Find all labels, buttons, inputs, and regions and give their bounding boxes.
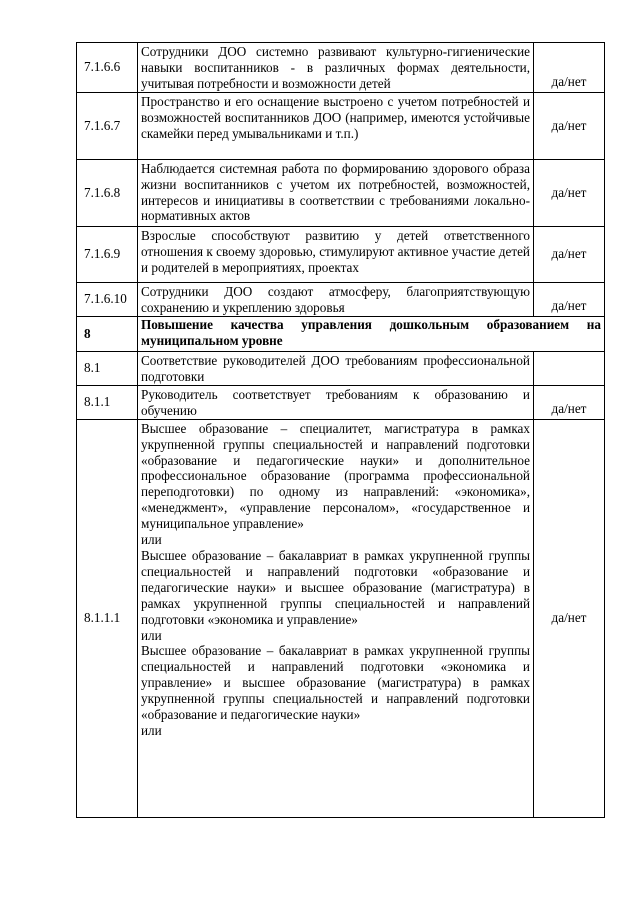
row-answer: да/нет	[534, 159, 605, 226]
row-number: 7.1.6.6	[77, 43, 138, 93]
row-number: 8.1.1.1	[77, 419, 138, 817]
row-answer: да/нет	[534, 43, 605, 93]
section-title: Повышение качества управления дошкольным образованием на муниципальном уровне	[138, 316, 605, 351]
requirement-option-3: Высшее образование – бакалавриат в рамках укрупненной группы специальностей и направлений подготовки «экономика и управление» и высшее образование (магистратура) в рамках укрупненной группы специальностей и направлений подготовки «образование и педагогические науки»	[141, 643, 530, 723]
table-row	[77, 385, 605, 419]
row-number: 7.1.6.9	[77, 226, 138, 282]
row-answer: да/нет	[534, 419, 605, 817]
row-answer: да/нет	[534, 226, 605, 282]
row-description	[138, 419, 534, 817]
table-row	[77, 92, 605, 159]
row-description: Сотрудники ДОО системно развивают культурно-гигиенические навыки воспитанников - в различных формах деятельности, учитывая потребности и возможности детей	[138, 43, 534, 93]
table-row	[77, 419, 605, 817]
table-row	[77, 43, 605, 93]
table-row	[77, 282, 605, 316]
table-row	[77, 226, 605, 282]
section-number: 8	[77, 316, 138, 351]
row-description: Взрослые способствуют развитию у детей ответственного отношения к своему здоровью, стимулируют активное участие детей и родителей в мероприятиях, проектах	[138, 226, 534, 282]
or-separator: или	[141, 627, 162, 643]
row-number: 7.1.6.7	[77, 92, 138, 159]
row-description: Пространство и его оснащение выстроено с учетом потребностей и возможностей воспитанников ДОО (например, имеются устойчивые скамейки перед умывальниками и т.п.)	[138, 92, 534, 159]
row-number: 7.1.6.8	[77, 159, 138, 226]
table-row	[77, 351, 605, 385]
row-description: Сотрудники ДОО создают атмосферу, благоприятствующую сохранению и укреплению здоровья	[138, 282, 534, 316]
row-answer: да/нет	[534, 385, 605, 419]
or-separator: или	[141, 532, 162, 548]
row-number: 8.1	[77, 351, 138, 385]
section-row	[77, 316, 605, 351]
table-row	[77, 159, 605, 226]
row-number: 8.1.1	[77, 385, 138, 419]
row-number: 7.1.6.10	[77, 282, 138, 316]
row-description: Руководитель соответствует требованиям к образованию и обучению	[138, 385, 534, 419]
row-answer: да/нет	[534, 282, 605, 316]
requirement-option-2: Высшее образование – бакалавриат в рамках укрупненной группы специальностей и направлений подготовки «образование и педагогические науки» и высшее образование (магистратура) в рамках укрупненной группы специальностей и направлений подготовки «экономика и управление»	[141, 547, 530, 627]
row-answer	[534, 351, 605, 385]
or-separator: или	[141, 722, 162, 738]
criteria-table	[76, 42, 605, 818]
row-description: Соответствие руководителей ДОО требованиям профессиональной подготовки	[138, 351, 534, 385]
requirement-option-1: Высшее образование – специалитет, магистратура в рамках укрупненной группы специальностей и направлений подготовки «образование и педагогические науки» и дополнительное профессиональное образование (программа профессиональной переподготовки) по одному из направлений: «экономика», «менеджмент», «управление персоналом», «государственное и муниципальное управление»	[141, 420, 530, 532]
row-description: Наблюдается системная работа по формированию здорового образа жизни воспитанников с учетом их потребностей, возможностей, интересов и инициативы в соответствии с требованиями локально-нормативных актов	[138, 159, 534, 226]
row-answer: да/нет	[534, 92, 605, 159]
